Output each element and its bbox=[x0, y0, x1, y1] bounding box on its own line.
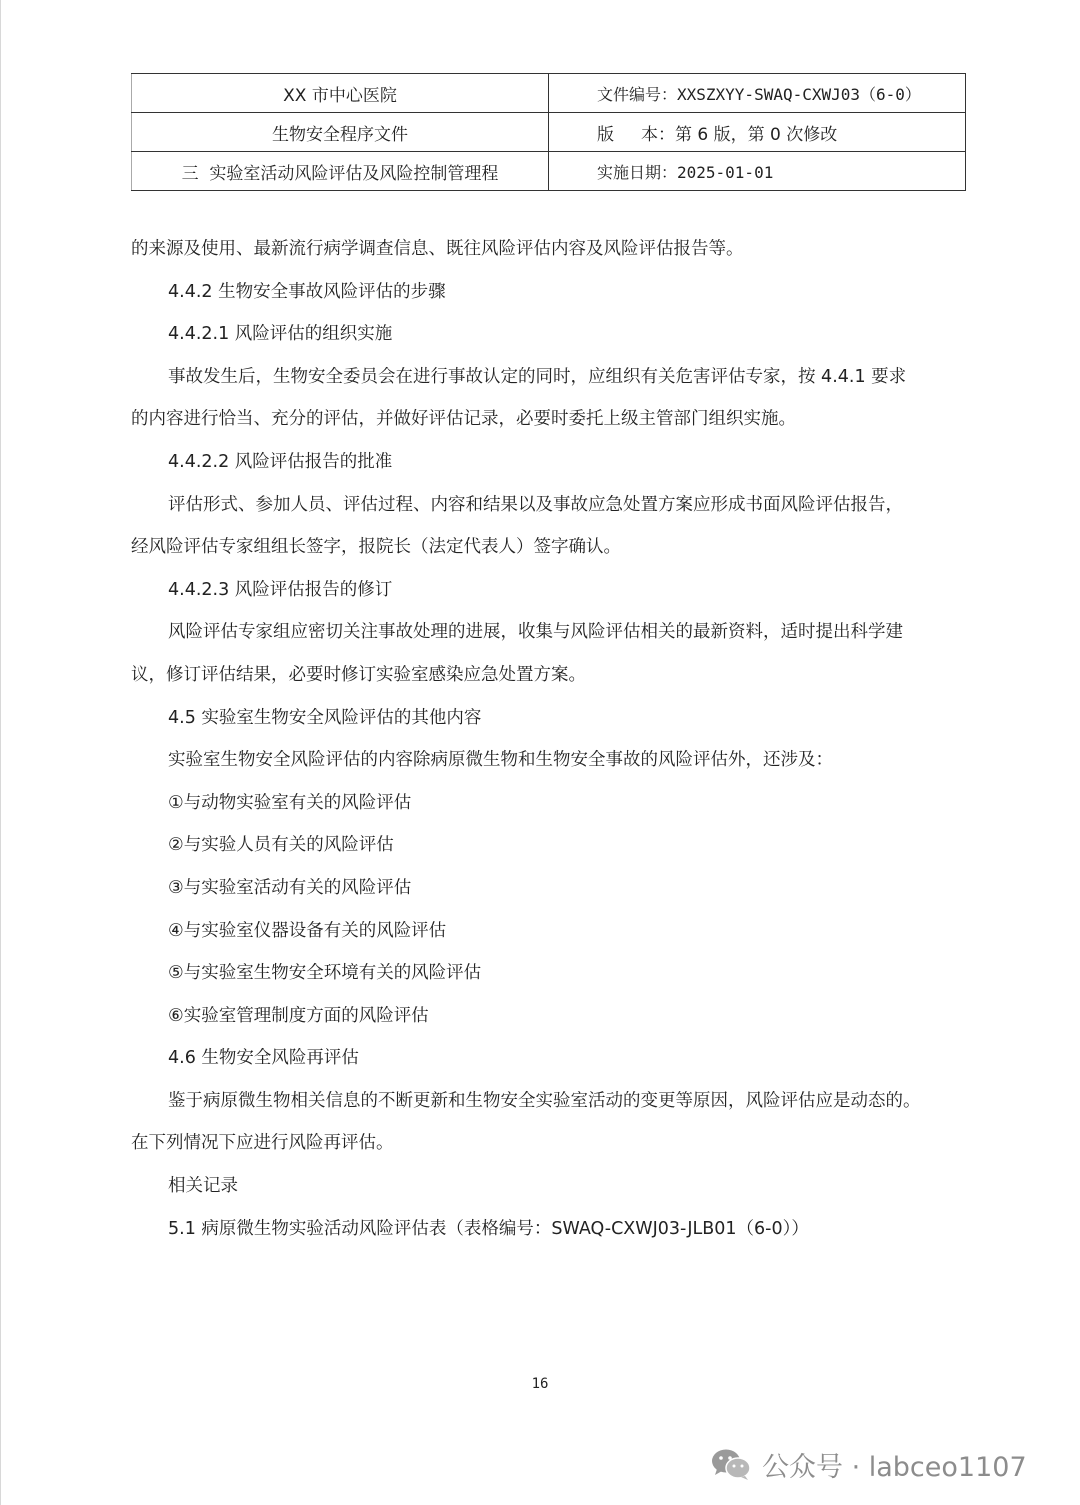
paragraph-line: 实验室生物安全风险评估的内容除病原微生物和生物安全事故的风险评估外，还涉及： bbox=[168, 750, 833, 771]
record-item: 5.1 病原微生物实验活动风险评估表（表格编号：SWAQ-CXWJ03-JLB01（6-0）） bbox=[168, 1218, 809, 1239]
paragraph-line: 在下列情况下应进行风险再评估。 bbox=[131, 1133, 394, 1154]
paragraph-line: 议，修订评估结果，必要时修订实验室感染应急处置方案。 bbox=[131, 664, 586, 685]
section-heading: 4.6 生物安全风险再评估 bbox=[168, 1048, 359, 1069]
header-row bbox=[132, 74, 966, 113]
list-item: ⑤与实验室生物安全环境有关的风险评估 bbox=[168, 963, 482, 984]
section-heading: 4.4.2.3 风险评估报告的修订 bbox=[168, 579, 393, 600]
section-heading: 4.4.2.2 风险评估报告的批准 bbox=[168, 451, 393, 472]
document-body bbox=[131, 228, 991, 1250]
paragraph-line: 评估形式、参加人员、评估过程、内容和结果以及事故应急处置方案应形成书面风险评估报告， bbox=[168, 494, 903, 515]
section-heading: 4.4.2 生物安全事故风险评估的步骤 bbox=[168, 281, 446, 302]
paragraph-line: 经风险评估专家组组长签字，报院长（法定代表人）签字确认。 bbox=[131, 537, 621, 558]
section-heading: 4.5 实验室生物安全风险评估的其他内容 bbox=[168, 707, 482, 728]
paragraph-line: 的内容进行恰当、充分的评估，并做好评估记录，必要时委托上级主管部门组织实施。 bbox=[131, 409, 796, 430]
hospital-name: XX 市中心医院 bbox=[132, 74, 549, 113]
page-edge bbox=[0, 0, 1, 1505]
list-item: ④与实验室仪器设备有关的风险评估 bbox=[168, 920, 447, 941]
list-item: ②与实验人员有关的风险评估 bbox=[168, 835, 394, 856]
header-row bbox=[132, 113, 966, 152]
list-item: ⑥实验室管理制度方面的风险评估 bbox=[168, 1005, 429, 1026]
wechat-icon bbox=[710, 1447, 752, 1481]
paragraph-line: 鉴于病原微生物相关信息的不断更新和生物安全实验室活动的变更等原因，风险评估应是动态的。 bbox=[168, 1090, 921, 1111]
paragraph-line: 风险评估专家组应密切关注事故处理的进展，收集与风险评估相关的最新资料，适时提出科学建 bbox=[168, 622, 903, 643]
watermark-text: 公众号 · labceo1107 bbox=[762, 1451, 1027, 1483]
list-item: ③与实验室活动有关的风险评估 bbox=[168, 877, 412, 898]
document-header-table bbox=[131, 73, 966, 191]
page-number: 16 bbox=[531, 1376, 549, 1392]
section-heading: 相关记录 bbox=[168, 1176, 238, 1197]
effective-date: 实施日期：2025-01-01 bbox=[549, 152, 966, 191]
document-version: 版 本：第 6 版，第 0 次修改 bbox=[549, 113, 966, 152]
procedure-title: 三 实验室活动风险评估及风险控制管理程 bbox=[132, 152, 549, 191]
document-number: 文件编号：XXSZXYY-SWAQ-CXWJ03（6-0） bbox=[549, 74, 966, 113]
document-type: 生物安全程序文件 bbox=[132, 113, 549, 152]
paragraph-line: 事故发生后，生物安全委员会在进行事故认定的同时，应组织有关危害评估专家，按 4.4.1 要求 bbox=[168, 366, 907, 387]
list-item: ①与动物实验室有关的风险评估 bbox=[168, 792, 412, 813]
watermark bbox=[710, 1444, 1027, 1484]
paragraph-line: 的来源及使用、最新流行病学调查信息、既往风险评估内容及风险评估报告等。 bbox=[131, 239, 744, 259]
header-row bbox=[132, 152, 966, 191]
section-heading: 4.4.2.1 风险评估的组织实施 bbox=[168, 324, 393, 345]
